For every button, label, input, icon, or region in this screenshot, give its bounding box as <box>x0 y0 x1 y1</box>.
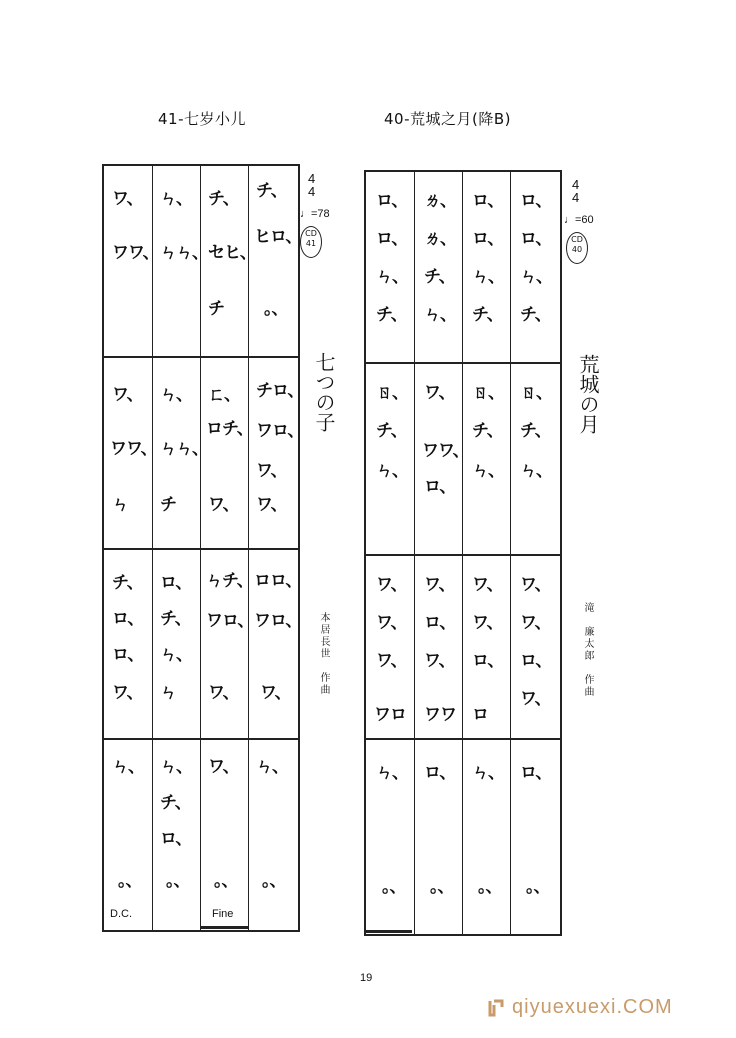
note: ロ、 <box>424 763 456 783</box>
note: チ、 <box>160 609 191 629</box>
note: ワワ、 <box>110 439 157 459</box>
note: ワ、 <box>424 575 455 595</box>
note: ロチ、 <box>206 419 253 439</box>
note: ロ、 <box>160 829 192 849</box>
note: チ、 <box>208 189 239 209</box>
right-cd-badge <box>566 232 588 264</box>
note: チ、 <box>376 305 407 325</box>
note: チ、 <box>472 305 503 325</box>
note: ロ、 <box>376 229 408 249</box>
note: ㄣ、 <box>424 305 456 325</box>
column-line <box>462 172 463 934</box>
note: ㄣ、 <box>112 757 144 777</box>
note: チ、 <box>472 421 503 441</box>
note: ㄣ <box>112 495 128 515</box>
note: チロ、 <box>256 381 304 401</box>
note: ワ、 <box>112 683 143 703</box>
note: ワ、 <box>376 651 407 671</box>
left-tempo: ♩=78 <box>300 208 330 220</box>
note: ㄖ、 <box>472 383 504 403</box>
cd-label: CD <box>571 235 583 244</box>
note: ワ、 <box>256 461 287 481</box>
left-cd-badge <box>300 226 322 258</box>
note: セヒ、 <box>208 243 256 263</box>
note: ワロ、 <box>206 611 254 631</box>
note: チ、 <box>256 181 287 201</box>
right-time-signature <box>572 178 579 204</box>
left-song-title: 七つの子 <box>312 352 336 432</box>
note: ㄖ、 <box>376 383 408 403</box>
measure-line <box>104 548 298 550</box>
watermark-text: qiyuexuexi.COM <box>512 996 673 1018</box>
page-number: 19 <box>360 972 373 984</box>
measure-line <box>366 738 560 740</box>
meter-bottom: 4 <box>572 190 580 205</box>
note: ワ、 <box>112 385 143 405</box>
note: チ、 <box>376 421 407 441</box>
note: ロ、 <box>112 609 144 629</box>
note: チ、 <box>520 421 551 441</box>
note: 。、 <box>264 299 288 319</box>
note: 。、 <box>478 877 502 897</box>
note: ワ、 <box>112 189 143 209</box>
end-bar <box>364 930 412 933</box>
meter-top: 4 <box>308 171 316 186</box>
note: ㄣ、 <box>520 461 552 481</box>
cd-number: 40 <box>571 245 583 254</box>
note: 。、 <box>262 871 286 891</box>
cd-label: CD <box>305 229 317 238</box>
note: ワ、 <box>520 575 551 595</box>
note: ロ、 <box>424 477 456 497</box>
note: ワ、 <box>256 495 287 515</box>
note: ワ、 <box>376 613 407 633</box>
note: ㄣ、 <box>160 757 192 777</box>
note: ㄣ、 <box>472 763 504 783</box>
left-time-signature <box>308 172 315 198</box>
note: ワ、 <box>472 575 503 595</box>
note: ロ、 <box>520 763 552 783</box>
measure-line <box>366 554 560 556</box>
note: ㄣ、 <box>472 461 504 481</box>
note: ロ <box>472 705 488 725</box>
note: ㄣ、 <box>376 763 408 783</box>
note: ワ、 <box>472 613 503 633</box>
note: ワ、 <box>208 757 239 777</box>
cd-number: 41 <box>305 239 317 248</box>
note: ロ、 <box>520 191 552 211</box>
note: ㄣ <box>160 683 176 703</box>
note: ワロ <box>374 705 406 725</box>
note: ワ、 <box>208 495 239 515</box>
note: ワワ、 <box>112 243 159 263</box>
measure-line <box>104 356 298 358</box>
right-tempo: ♩=60 <box>564 214 594 226</box>
note: ワ、 <box>424 651 455 671</box>
note: チ、 <box>160 793 191 813</box>
note: ㄣㄣ、 <box>160 243 208 263</box>
note: ㄣ、 <box>376 461 408 481</box>
column-line <box>414 172 415 934</box>
note: ロロ、 <box>254 571 302 591</box>
note: ワ、 <box>208 683 239 703</box>
note: ワ、 <box>520 613 551 633</box>
note: ワロ、 <box>256 421 304 441</box>
note: 。、 <box>214 871 238 891</box>
watermark-logo-icon <box>486 997 506 1019</box>
note: 。、 <box>382 877 406 897</box>
note: ㄣ、 <box>160 385 192 405</box>
note: ロ、 <box>472 229 504 249</box>
note: ワワ <box>424 705 456 725</box>
fine-bar <box>200 926 248 929</box>
note: ㄈ、 <box>208 385 240 405</box>
note: ワ、 <box>376 575 407 595</box>
note: ロ、 <box>160 573 192 593</box>
right-composer: 滝 廉太郎 作曲 <box>582 602 593 698</box>
note: ㄣ、 <box>520 267 552 287</box>
note: ㄣ、 <box>256 757 288 777</box>
note: 。、 <box>526 877 550 897</box>
note: 。、 <box>430 877 454 897</box>
note: ロ、 <box>112 645 144 665</box>
note: ㄌ、 <box>424 229 456 249</box>
measure-line <box>104 738 298 740</box>
note: ワ、 <box>260 683 291 703</box>
right-song-header: 40-荒城之月(降B) <box>384 110 511 128</box>
left-song-header: 41-七岁小儿 <box>158 110 246 128</box>
note: ロ、 <box>472 651 504 671</box>
note: チ、 <box>112 573 143 593</box>
note: ㄣチ、 <box>206 571 253 591</box>
note: チ <box>208 299 224 319</box>
note: ヒロ、 <box>254 227 302 247</box>
note: 。、 <box>166 871 190 891</box>
note: ロ、 <box>520 651 552 671</box>
note: ㄣ、 <box>472 267 504 287</box>
note: ロ、 <box>520 229 552 249</box>
note: チ、 <box>424 267 455 287</box>
note: ㄣ、 <box>160 189 192 209</box>
note: ㄖ、 <box>520 383 552 403</box>
right-song-title: 荒城の月 <box>576 354 600 434</box>
note: ㄌ、 <box>424 191 456 211</box>
note: ㄣㄣ、 <box>160 439 208 459</box>
note: ワ、 <box>520 689 551 709</box>
left-composer: 本居長世 作曲 <box>318 612 329 696</box>
note: チ、 <box>520 305 551 325</box>
note: ㄣ、 <box>376 267 408 287</box>
note: ロ、 <box>424 613 456 633</box>
right-score-table <box>364 170 562 936</box>
note: チ <box>160 495 176 515</box>
note: ワ、 <box>424 383 455 403</box>
fine-marker: Fine <box>212 908 234 920</box>
meter-top: 4 <box>572 177 580 192</box>
left-score-table <box>102 164 304 932</box>
note: 。、 <box>118 871 142 891</box>
meter-bottom: 4 <box>308 184 316 199</box>
dc-marker: D.C. <box>110 908 132 920</box>
column-line <box>510 172 511 934</box>
note: ロ、 <box>472 191 504 211</box>
measure-line <box>366 362 560 364</box>
note: ロ、 <box>376 191 408 211</box>
note: ワワ、 <box>422 441 469 461</box>
note: ㄣ、 <box>160 645 192 665</box>
note: ワロ、 <box>254 611 302 631</box>
